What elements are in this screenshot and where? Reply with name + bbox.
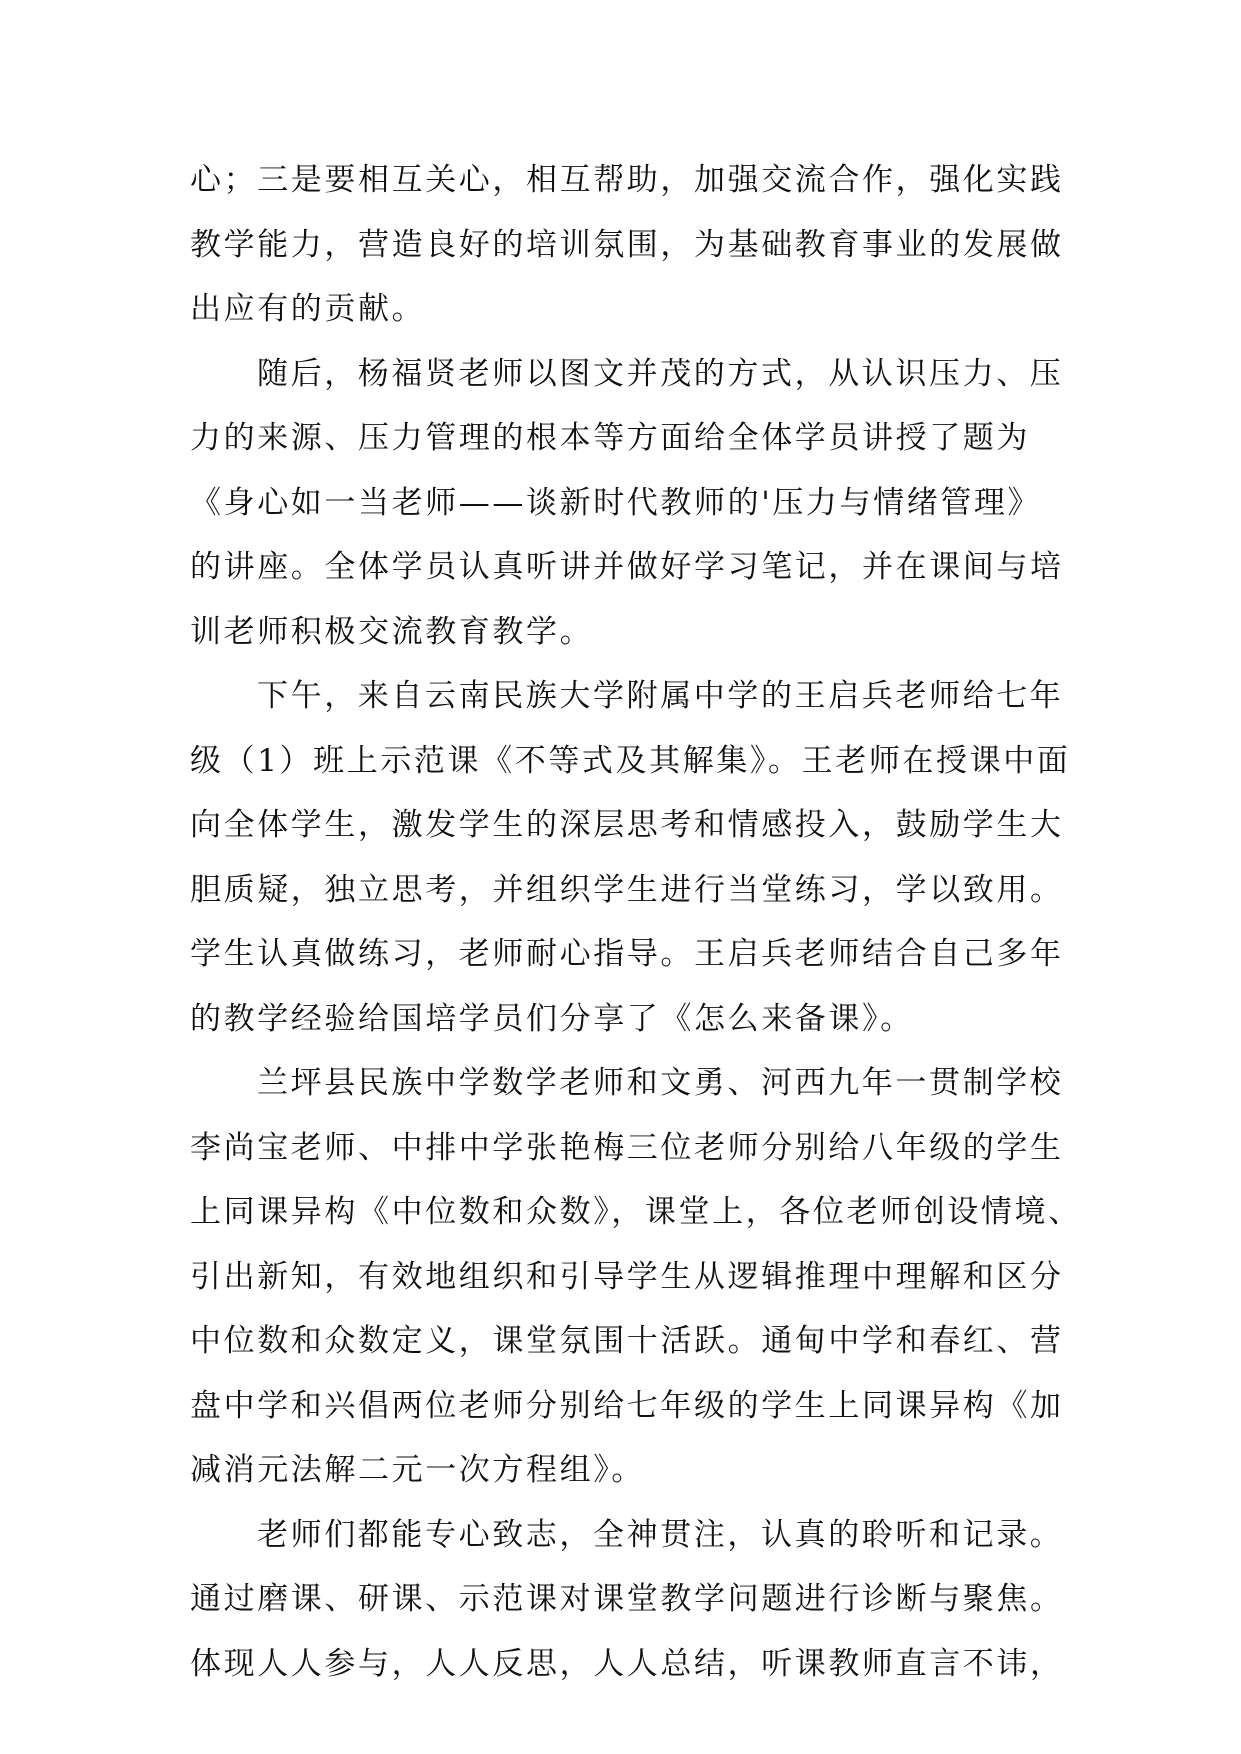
text-line: 向全体学生，激发学生的深层思考和情感投入，鼓励学生大 — [190, 807, 1064, 843]
text-line: 减消元法解二元一次方程组》。 — [190, 1452, 645, 1488]
text-line: 体现人人参与，人人反思，人人总结，听课教师直言不讳， — [190, 1645, 1064, 1682]
text-line: 《身心如一当老师——谈新时代教师的'压力与情绪管理》 — [190, 484, 1042, 521]
paragraph — [190, 1513, 1070, 1686]
text-line: 引出新知，有效地组织和引导学生从逻辑推理中理解和区分 — [190, 1258, 1064, 1295]
text-line: 的讲座。全体学员认真听讲并做好学习笔记，并在课间与培 — [190, 549, 1064, 585]
text-line: 出应有的贡献。 — [190, 291, 426, 327]
paragraph — [190, 352, 1070, 654]
text-line: 级（1）班上示范课《不等式及其解集》。王老师在授课中面 — [190, 742, 1071, 779]
text-line: 训老师积极交流教育教学。 — [190, 613, 594, 650]
text-line: 上同课异构《中位数和众数》，课堂上，各位老师创设情境、 — [190, 1194, 1082, 1230]
document-body — [190, 158, 1082, 1706]
paragraph — [190, 674, 1070, 1041]
text-line: 教学能力，营造良好的培训氛围，为基础教育事业的发展做 — [190, 226, 1064, 263]
paragraph — [190, 158, 1070, 331]
text-line: 的教学经验给国培学员们分享了《怎么来备课》。 — [190, 1000, 914, 1037]
text-line: 随后，杨福贤老师以图文并茂的方式，从认识压力、压 — [257, 355, 1064, 392]
text-line: 通过磨课、研课、示范课对课堂教学问题进行诊断与聚焦。 — [190, 1581, 1064, 1617]
text-line: 学生认真做练习，老师耐心指导。王启兵老师结合自己多年 — [190, 936, 1064, 972]
text-line: 兰坪县民族中学数学老师和文勇、河西九年一贯制学校 — [257, 1065, 1064, 1101]
text-line: 老师们都能专心致志，全神贯注，认真的聆听和记录。 — [257, 1516, 1064, 1553]
text-line: 胆质疑，独立思考，并组织学生进行当堂练习，学以致用。 — [190, 871, 1064, 908]
text-line: 中位数和众数定义，课堂氛围十活跃。通甸中学和春红、营 — [190, 1323, 1064, 1359]
text-line: 下午，来自云南民族大学附属中学的王启兵老师给七年 — [257, 678, 1064, 714]
text-line: 心；三是要相互关心，相互帮助，加强交流合作，强化实践 — [190, 162, 1064, 198]
paragraph — [190, 1061, 1082, 1492]
text-line: 李尚宝老师、中排中学张艳梅三位老师分别给八年级的学生 — [190, 1129, 1064, 1166]
text-line: 力的来源、压力管理的根本等方面给全体学员讲授了题为 — [190, 420, 1030, 456]
text-line: 盘中学和兴倡两位老师分别给七年级的学生上同课异构《加 — [190, 1387, 1064, 1424]
